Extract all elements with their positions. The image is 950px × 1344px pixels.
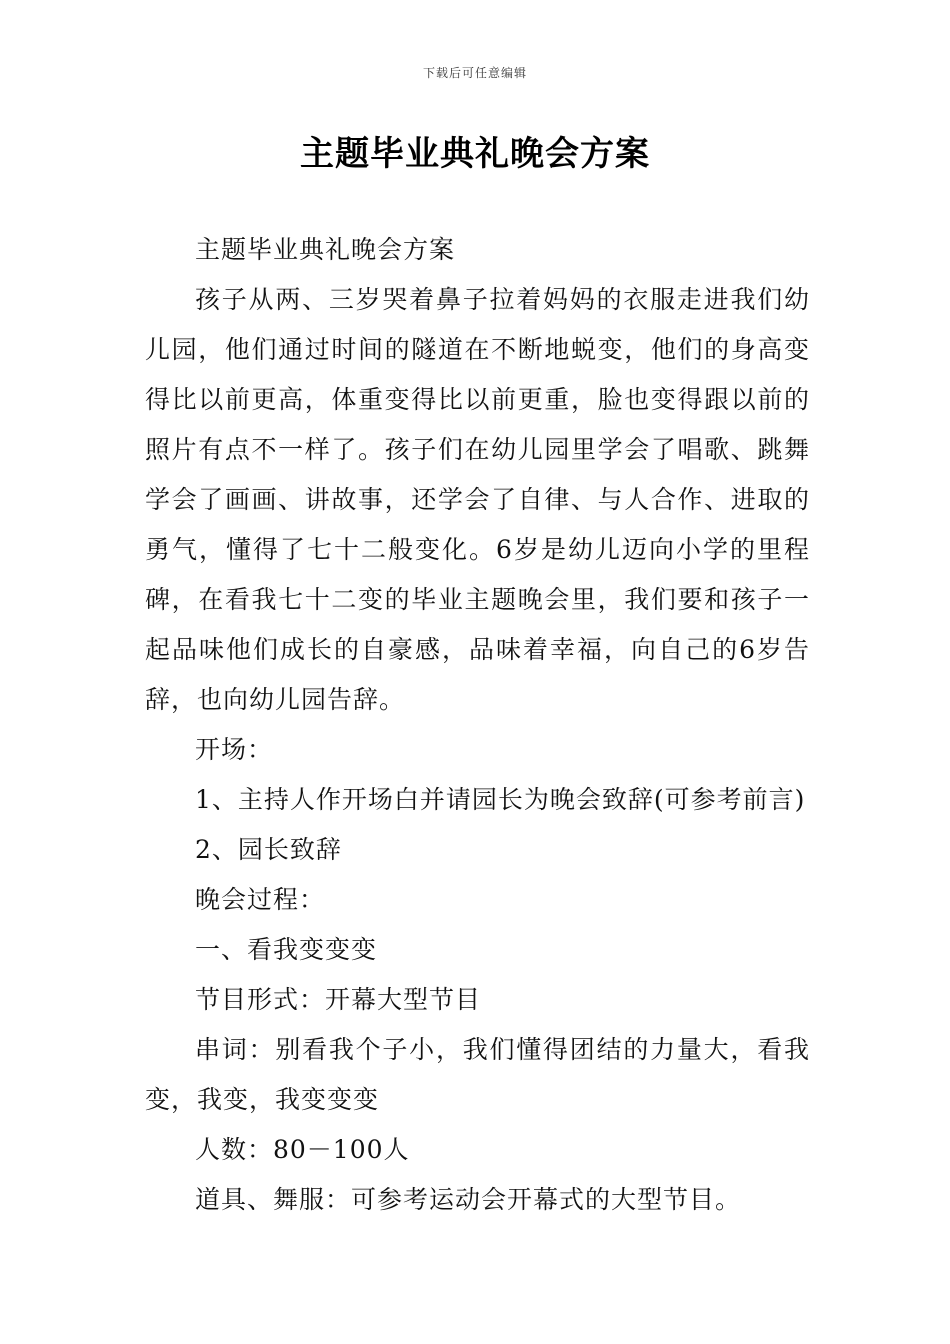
paragraph-subtitle: 主题毕业典礼晚会方案 [195, 235, 456, 264]
paragraph-program-format: 节目形式：开幕大型节目 [195, 985, 482, 1014]
paragraph-opening-item-1: 1、主持人作开场白并请园长为晚会致辞(可参考前言) [195, 785, 806, 814]
paragraph-intro: 孩子从两、三岁哭着鼻子拉着妈妈的衣服走进我们幼儿园，他们通过时间的隧道在不断地蜕变，他们的身高变得比以前更高，体重变得比以前更重，脸也变得跟以前的照片有点不一样了。孩子们在幼儿园里学会了唱歌、跳舞学会了画画、讲故事，还学会了自律、与人合作、进取的勇气，懂得了七十二般变化。6岁是幼儿迈向小学的里程碑，在看我七十二变的毕业主题晚会里，我们要和孩子一起品味他们成长的自豪感，品味着幸福，向自己的6岁告辞，也向幼儿园告辞。 [145, 285, 810, 714]
document-title: 主题毕业典礼晚会方案 [300, 134, 650, 174]
paragraph-section-1-heading: 一、看我变变变 [195, 935, 378, 964]
paragraph-host-script: 串词：别看我个子小，我们懂得团结的力量大，看我变，我变，我变变变 [145, 1035, 810, 1114]
paragraph-process-heading: 晚会过程： [195, 885, 326, 914]
paragraph-opening-item-2: 2、园长致辞 [195, 835, 342, 864]
paragraph-headcount: 人数：80－100人 [195, 1135, 410, 1164]
paragraph-props-costumes: 道具、舞服：可参考运动会开幕式的大型节目。 [195, 1185, 742, 1214]
paragraph-opening-heading: 开场： [195, 735, 274, 764]
header-note: 下载后可任意编辑 [422, 66, 527, 80]
document-body [145, 225, 810, 1225]
